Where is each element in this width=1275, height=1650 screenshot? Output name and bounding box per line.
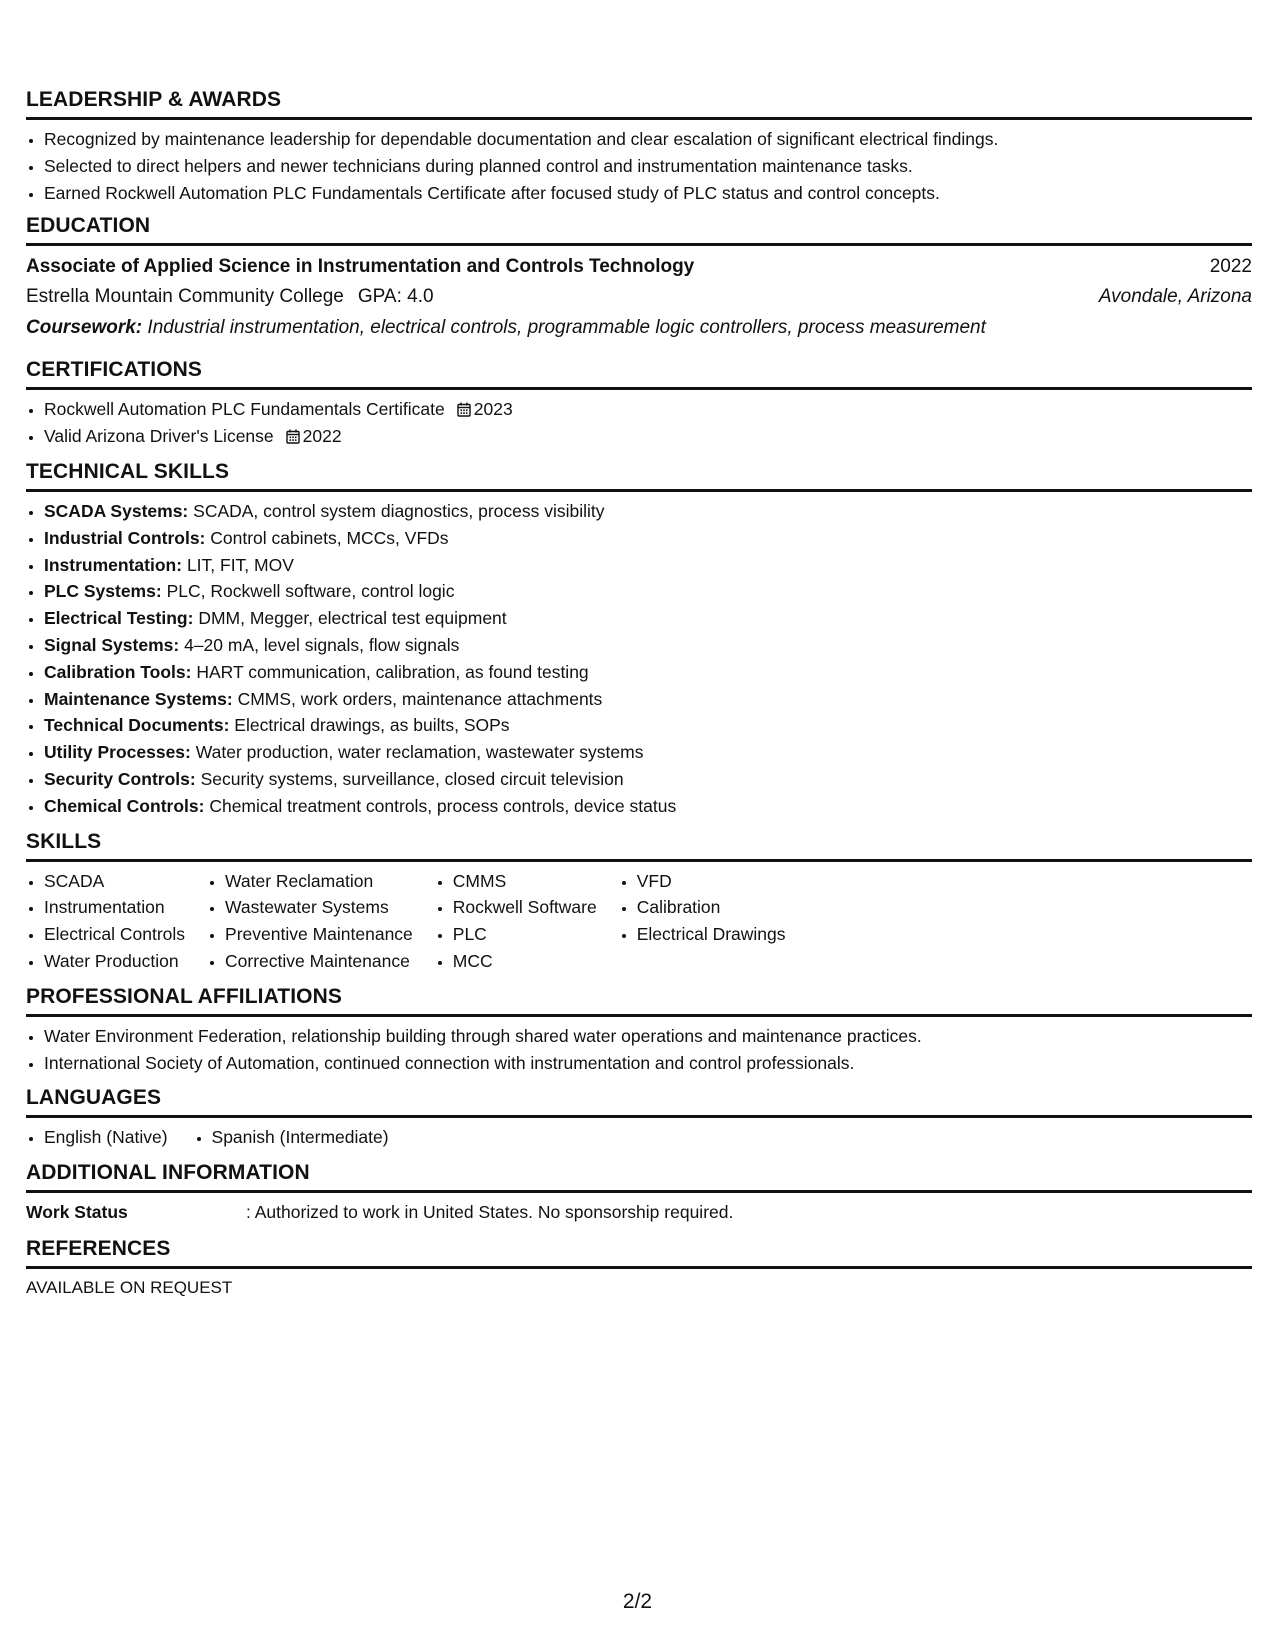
skill-category: Chemical Controls:	[44, 795, 205, 816]
coursework	[26, 312, 1252, 344]
list-item	[44, 552, 1252, 579]
school-location: Avondale, Arizona	[1098, 286, 1252, 308]
skill-details: Chemical treatment controls, process controls, device status	[209, 795, 677, 816]
list-item: • SCADA	[44, 868, 185, 895]
skill-details: Water production, water reclamation, wastewater systems	[195, 742, 644, 763]
certification-name: Valid Arizona Driver's License	[44, 426, 274, 447]
skill-details: CMMS, work orders, maintenance attachments	[237, 688, 603, 709]
work-status-row	[26, 1199, 1252, 1225]
certifications-list	[26, 396, 1252, 450]
list-item	[44, 739, 1252, 766]
list-item: • Earned Rockwell Automation PLC Fundamentals Certificate after focused study of PLC status and control concepts.	[44, 180, 1252, 207]
skill-category: Electrical Testing:	[44, 608, 194, 629]
skill-category: Signal Systems:	[44, 634, 180, 655]
school-name: Estrella Mountain Community College	[26, 286, 344, 308]
references-section	[26, 1237, 1252, 1301]
certification-year: 2023	[473, 399, 513, 420]
section-title: TECHNICAL SKILLS	[26, 460, 1252, 492]
language-list	[26, 1124, 168, 1151]
list-item: • Wastewater Systems	[225, 894, 413, 921]
list-item: • VFD	[637, 868, 786, 895]
skills-grid	[26, 868, 1252, 975]
skill-category: Utility Processes:	[44, 742, 191, 763]
affiliations-list	[26, 1023, 1252, 1077]
skills-column	[619, 868, 786, 975]
technical-skills-section	[26, 460, 1252, 820]
skill-category: Maintenance Systems:	[44, 688, 233, 709]
skills-column	[207, 868, 413, 975]
resume-page	[26, 88, 1252, 1309]
list-item: • PLC	[453, 921, 597, 948]
additional-info-section	[26, 1161, 1252, 1225]
list-item: • Water Reclamation	[225, 868, 413, 895]
certification-year: 2022	[302, 426, 342, 447]
certifications-section	[26, 358, 1252, 450]
skill-category: Security Controls:	[44, 768, 196, 789]
list-item: • Instrumentation	[44, 894, 185, 921]
skill-category: PLC Systems:	[44, 581, 162, 602]
list-item	[44, 632, 1252, 659]
list-item: • Calibration	[637, 894, 786, 921]
section-title: ADDITIONAL INFORMATION	[26, 1161, 1252, 1193]
skill-details: Control cabinets, MCCs, VFDs	[210, 527, 449, 548]
skill-details: HART communication, calibration, as found testing	[196, 661, 589, 682]
list-item: • Water Production	[44, 948, 185, 975]
section-title: CERTIFICATIONS	[26, 358, 1252, 390]
skill-details: 4–20 mA, level signals, flow signals	[184, 634, 460, 655]
work-status-label: Work Status	[26, 1202, 128, 1223]
education-school-row	[26, 282, 1252, 312]
skill-details: Electrical drawings, as builts, SOPs	[234, 715, 510, 736]
references-text: AVAILABLE ON REQUEST	[26, 1278, 233, 1298]
skill-category: Instrumentation:	[44, 554, 183, 575]
page-number: 2/2	[622, 1590, 653, 1613]
gpa: GPA: 4.0	[357, 286, 434, 308]
skill-details: SCADA, control system diagnostics, process visibility	[193, 500, 605, 521]
list-item	[44, 659, 1252, 686]
coursework-label: Coursework:	[26, 317, 143, 339]
section-title: REFERENCES	[26, 1237, 1252, 1269]
skill-category: SCADA Systems:	[44, 500, 189, 521]
list-item: • Selected to direct helpers and newer technicians during planned control and instrumentation maintenance tasks.	[44, 153, 1252, 180]
list-item	[44, 498, 1252, 525]
affiliations-section	[26, 985, 1252, 1077]
list-item	[44, 793, 1252, 820]
list-item	[44, 423, 1252, 450]
list-item	[44, 766, 1252, 793]
education-section	[26, 214, 1252, 344]
section-title: LANGUAGES	[26, 1086, 1252, 1118]
list-item: • Corrective Maintenance	[225, 948, 413, 975]
work-status-value: : Authorized to work in United States. No sponsorship required.	[246, 1202, 734, 1223]
list-item	[44, 525, 1252, 552]
skills-column	[435, 868, 597, 975]
skills-column	[26, 868, 185, 975]
list-item: • Electrical Controls	[44, 921, 185, 948]
technical-skills-list	[26, 498, 1252, 820]
skill-category: Technical Documents:	[44, 715, 230, 736]
leadership-list	[26, 126, 1252, 206]
skills-section	[26, 830, 1252, 975]
list-item: • Electrical Drawings	[637, 921, 786, 948]
skill-category: Calibration Tools:	[44, 661, 192, 682]
list-item: • CMMS	[453, 868, 597, 895]
section-title: SKILLS	[26, 830, 1252, 862]
skill-details: LIT, FIT, MOV	[186, 554, 294, 575]
list-item: • Water Environment Federation, relationship building through shared water operations and maintenance practices.	[44, 1023, 1252, 1050]
list-item: • MCC	[453, 948, 597, 975]
degree: Associate of Applied Science in Instrumentation and Controls Technology	[26, 256, 695, 278]
languages-section	[26, 1086, 1252, 1151]
certification-name: Rockwell Automation PLC Fundamentals Certificate	[44, 399, 445, 420]
list-item	[44, 686, 1252, 713]
section-title: EDUCATION	[26, 214, 1252, 246]
languages-row	[26, 1124, 1252, 1151]
list-item	[44, 605, 1252, 632]
graduation-date: 2022	[1209, 256, 1252, 278]
leadership-section	[26, 88, 1252, 206]
list-item	[44, 578, 1252, 605]
list-item: • International Society of Automation, continued connection with instrumentation and control professionals.	[44, 1050, 1252, 1077]
skill-details: PLC, Rockwell software, control logic	[166, 581, 455, 602]
school-line	[26, 282, 434, 312]
list-item: • Recognized by maintenance leadership for dependable documentation and clear escalation of significant electrical findings.	[44, 126, 1252, 153]
calendar-icon	[286, 425, 300, 440]
list-item	[44, 396, 1252, 423]
skill-details: DMM, Megger, electrical test equipment	[198, 608, 507, 629]
list-item: • Preventive Maintenance	[225, 921, 413, 948]
education-header-row	[26, 252, 1252, 282]
coursework-text: Industrial instrumentation, electrical controls, programmable logic controllers, process measurement	[147, 317, 986, 339]
calendar-icon	[457, 398, 471, 413]
skill-details: Security systems, surveillance, closed circuit television	[200, 768, 624, 789]
list-item: • Rockwell Software	[453, 894, 597, 921]
language-list	[194, 1124, 389, 1151]
list-item: • English (Native)	[44, 1124, 168, 1151]
section-title: PROFESSIONAL AFFILIATIONS	[26, 985, 1252, 1017]
list-item: • Spanish (Intermediate)	[212, 1124, 389, 1151]
skill-category: Industrial Controls:	[44, 527, 206, 548]
list-item	[44, 712, 1252, 739]
section-title: LEADERSHIP & AWARDS	[26, 88, 1252, 120]
